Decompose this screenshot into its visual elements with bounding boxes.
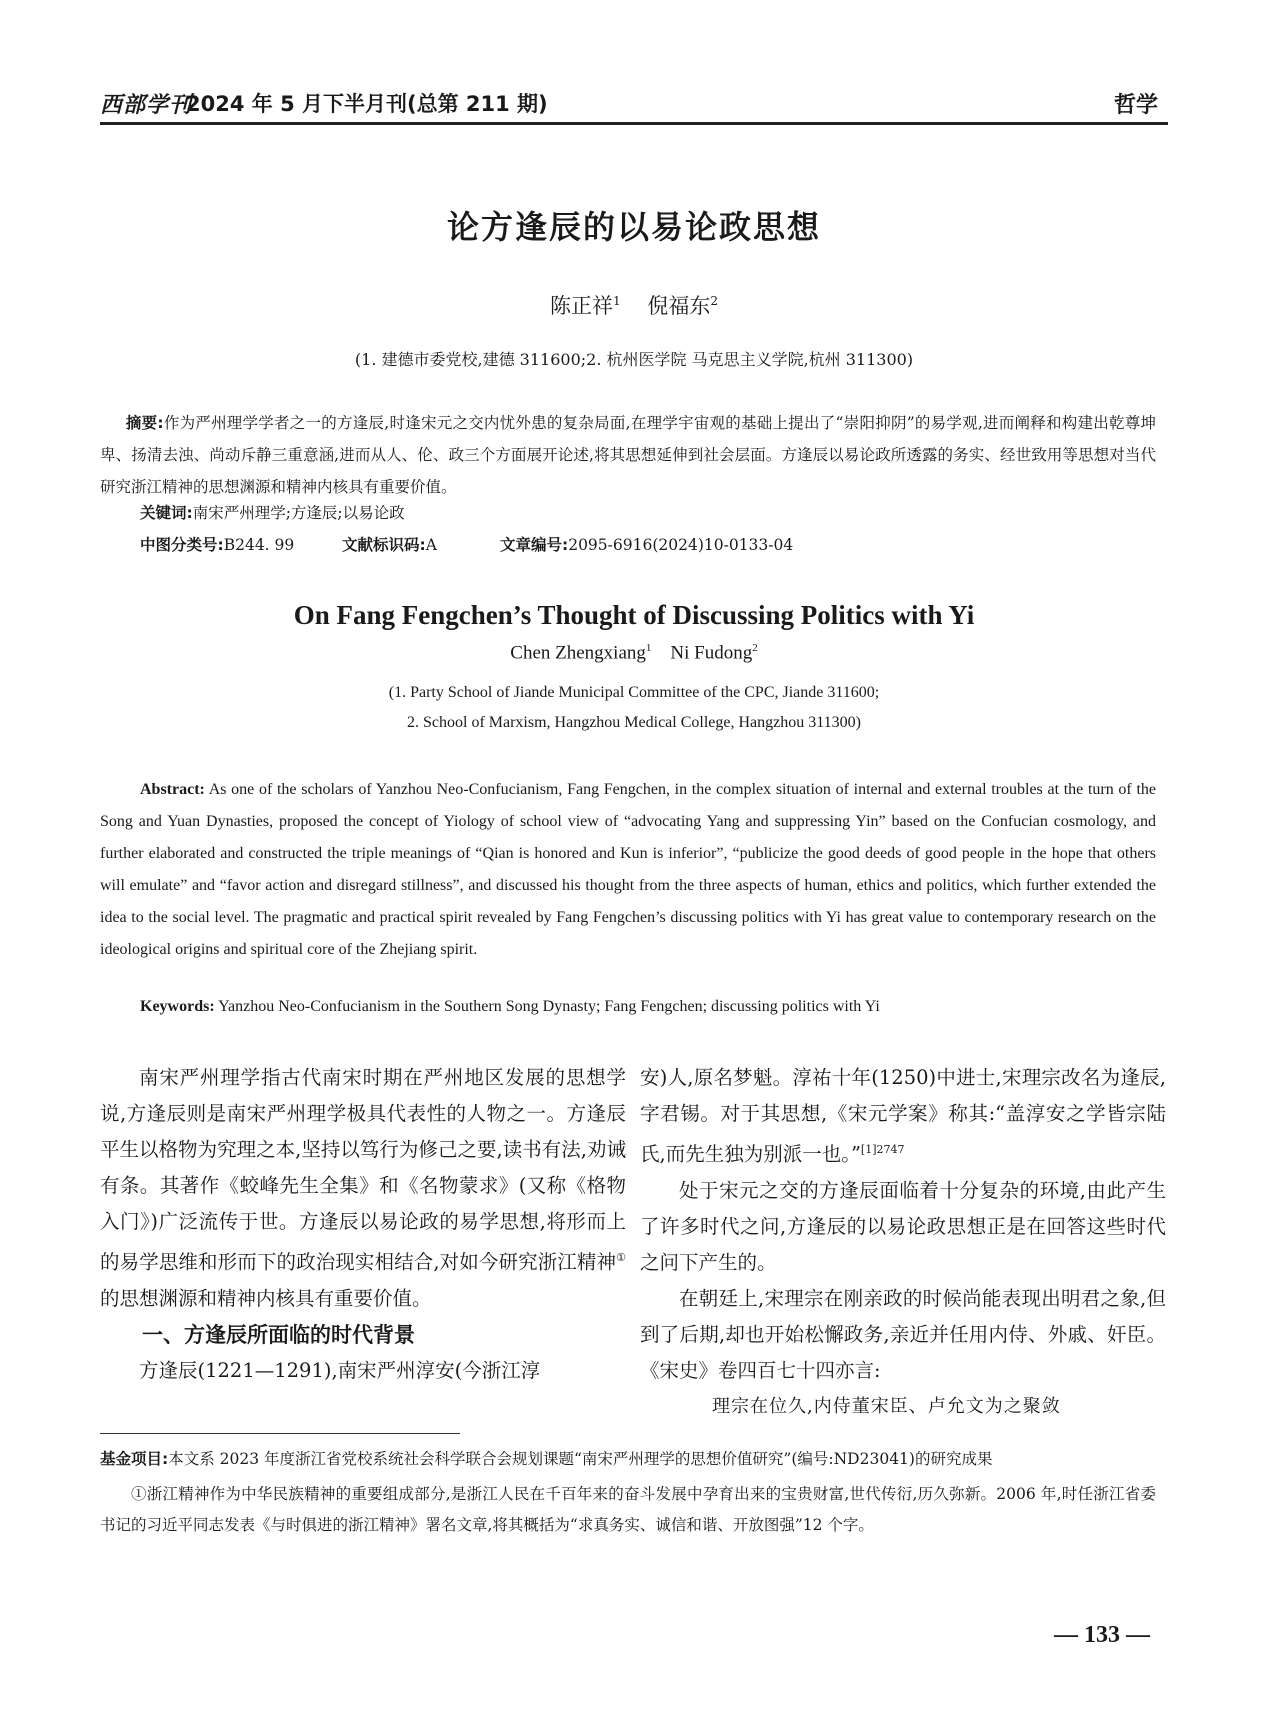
- abstract-text-cn: 作为严州理学学者之一的方逢辰,时逢宋元之交内忧外患的复杂局面,在理学宇宙观的基础上提出了“崇阳抑阴”的易学观,进而阐释和构建出乾尊坤卑、扬清去浊、尚动斥静三重意涵,进而从人、伦、政三个方面展开论述,将其思想延伸到社会层面。方逢辰以易论政所透露的务实、经世致用等思想对当代研究浙江精神的思想渊源和精神内核具有重要价值。: [100, 414, 1157, 496]
- affiliation-mark: 2: [710, 294, 718, 308]
- affiliation-cn: (1. 建德市委党校,建德 311600;2. 杭州医学院 马克思主义学院,杭州 311300): [354, 350, 914, 369]
- affiliation-mark: 1: [645, 642, 652, 654]
- footnote-1: ①浙江精神作为中华民族精神的重要组成部分,是浙江人民在千百年来的奋斗发展中孕育出来的宝贵财富,世代传衍,历久弥新。2006 年,时任浙江省委书记的习近平同志发表《与时俱进的浙江精神》署名文章,将其概括为“求真务实、诚信和谐、开放图强”12 个字。: [100, 1485, 1156, 1534]
- footnote-rule: [100, 1433, 460, 1434]
- affiliation-mark: 1: [613, 294, 621, 308]
- section-heading: 一、方逢辰所面临的时代背景: [142, 1322, 415, 1347]
- body-paragraph: 在朝廷上,宋理宗在刚亲政的时候尚能表现出明君之象,但到了后期,却也开始松懈政务,亲近并任用内侍、外戚、奸臣。《宋史》卷四百七十四亦言:: [640, 1286, 1166, 1382]
- authors-cn: [0, 290, 1268, 320]
- abstract-en: [100, 774, 1156, 966]
- journal-logo: 西部学刊: [100, 92, 193, 118]
- article-title-cn: 论方逢辰的以易论政思想: [446, 208, 821, 246]
- citation-mark: [1]2747: [860, 1143, 905, 1156]
- section-label: 哲学: [1113, 93, 1158, 118]
- paragraph-text: 安)人,原名梦魁。淳祐十年(1250)中进士,宋理宗改名为逢辰,字君锡。对于其思想,《宋元学案》称其:“盖淳安之学皆宗陆氏,而先生独为别派一也。”: [640, 1066, 1166, 1166]
- authors-en: [0, 642, 1268, 664]
- article-number: [500, 533, 793, 555]
- paragraph-text: 的思想渊源和精神内核具有重要价值。: [100, 1286, 432, 1310]
- keywords-text-en: Yanzhou Neo-Confucianism in the Southern Song Dynasty; Fang Fengchen; discussing politics with Yi: [218, 998, 880, 1015]
- block-quote: 理宗在位久,内侍董宋臣、卢允文为之聚敛: [712, 1395, 1061, 1417]
- keywords-text-cn: 南宋严州理学;方逢辰;以易论政: [192, 504, 405, 522]
- body-paragraph: [640, 1060, 1166, 1173]
- issue-info: 2024 年 5 月下半月刊(总第 211 期): [186, 92, 548, 116]
- fund-text: 本文系 2023 年度浙江省党校系统社会科学联合会规划课题“南宋严州理学的思想价值研究”(编号:ND23041)的研究成果: [168, 1450, 993, 1468]
- footnotes: [100, 1444, 1156, 1541]
- fund-label: 基金项目:: [100, 1450, 169, 1468]
- body-column-right: [640, 1060, 1166, 1425]
- header-rule: [100, 122, 1168, 125]
- affiliation-en-2: 2. School of Marxism, Hangzhou Medical College, Hangzhou 311300): [407, 714, 861, 731]
- running-header: [100, 86, 1158, 120]
- clc-code: [140, 533, 294, 555]
- body-paragraph: [100, 1060, 626, 1317]
- clc-label: 中图分类号:: [140, 536, 224, 554]
- author-name: 倪福东: [647, 294, 711, 318]
- affiliation-en-1: (1. Party School of Jiande Municipal Committee of the CPC, Jiande 311600;: [388, 684, 880, 701]
- keywords-cn: [140, 501, 405, 523]
- author-name-en: Chen Zhengxiang: [510, 642, 646, 664]
- abstract-label-en: Abstract:: [140, 781, 205, 798]
- abstract-cn: [100, 407, 1156, 503]
- affiliation-mark: 2: [752, 642, 758, 654]
- body-paragraph: 方逢辰(1221—1291),南宋严州淳安(今浙江淳: [139, 1358, 541, 1382]
- article-title-en: On Fang Fengchen’s Thought of Discussing Politics with Yi: [293, 600, 975, 630]
- paragraph-text: 南宋严州理学指古代南宋时期在严州地区发展的思想学说,方逢辰则是南宋严州理学极具代表性的人物之一。方逢辰平生以格物为究理之本,坚持以笃行为修己之要,读书有法,劝诫有条。其著作《蛟峰先生全集》和《名物蒙求》(又称《格物入门》)广泛流传于世。方逢辰以易论政的易学思想,将形而上的易学思维和形而下的政治现实相结合,对如今研究浙江精神: [100, 1066, 626, 1274]
- page-number: — 133 —: [1054, 1622, 1150, 1648]
- doc-code-label: 文献标识码:: [342, 536, 426, 554]
- keywords-label-en: Keywords:: [140, 998, 215, 1015]
- keywords-label-cn: 关键词:: [140, 504, 193, 522]
- body-paragraph: 处于宋元之交的方逢辰面临着十分复杂的环境,由此产生了许多时代之问,方逢辰的以易论政思想正是在回答这些时代之问下产生的。: [640, 1178, 1166, 1274]
- article-number-label: 文章编号:: [500, 536, 569, 554]
- body-column-left: [100, 1060, 626, 1389]
- author-name-en: Ni Fudong: [670, 642, 753, 664]
- clc-value: B244. 99: [223, 536, 295, 554]
- footnote-mark: ①: [616, 1251, 626, 1264]
- keywords-en: [140, 998, 1156, 1016]
- abstract-label-cn: 摘要:: [125, 414, 164, 432]
- doc-code: [342, 533, 437, 555]
- abstract-text-en: As one of the scholars of Yanzhou Neo-Confucianism, Fang Fengchen, in the complex situation of internal and external troubles at the turn of the Song and Yuan Dynasties, proposed the concept of Yiology of school view of “advocating Yang and suppressing Yin” based on the Confucian cosmology, and further elaborated and constructed the triple meanings of “Qian is honored and Kun is inferior”, “publicize the good deeds of good people in the hope that others will emulate” and “favor action and disregard stillness”, and discussed his thought from the three aspects of human, ethics and politics, which further extended the idea to the social level. The pragmatic and practical spirit revealed by Fang Fengchen’s discussing politics with Yi has great value to contemporary research on the ideological origins and spiritual core of the Zhejiang spirit.: [100, 781, 1156, 958]
- doc-code-value: A: [425, 536, 437, 554]
- article-number-value: 2095-6916(2024)10-0133-04: [568, 536, 794, 554]
- author-name: 陈正祥: [550, 294, 613, 318]
- fund-note: [100, 1444, 1156, 1475]
